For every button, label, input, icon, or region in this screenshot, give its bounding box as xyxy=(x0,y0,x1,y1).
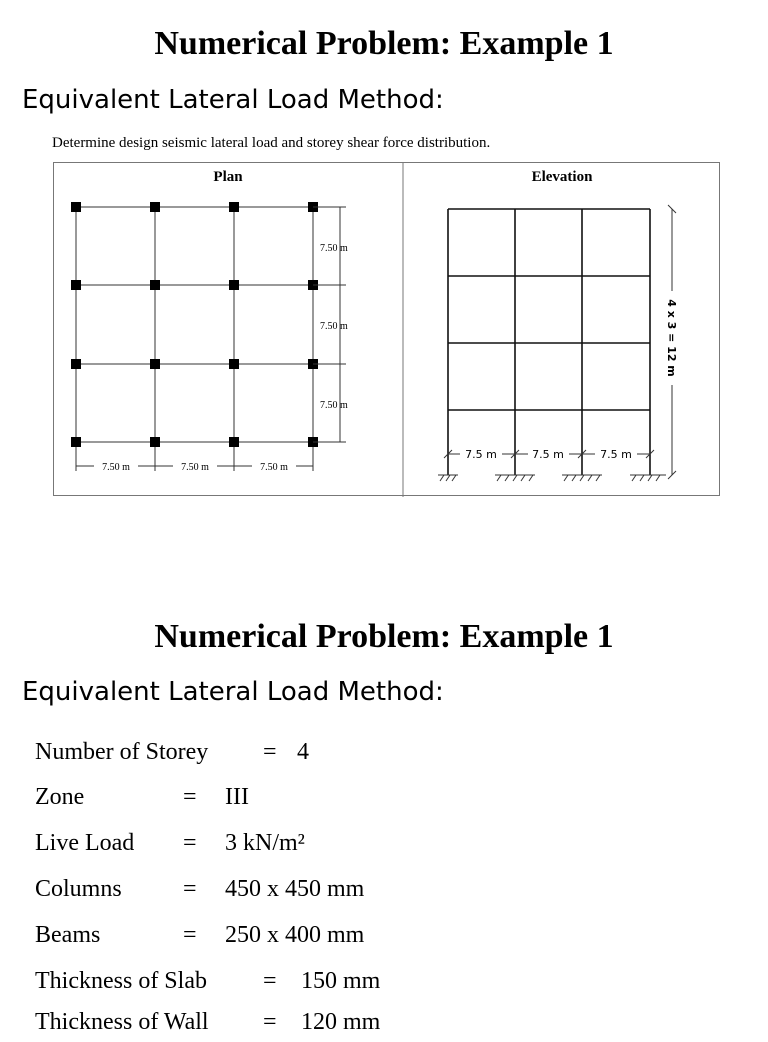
param-label: Zone xyxy=(35,784,85,810)
param-value: III xyxy=(225,784,249,810)
param-equals: = xyxy=(263,1009,277,1035)
plan-side-dim-2: 7.50 m xyxy=(320,321,348,332)
column-marker xyxy=(150,437,160,447)
slide-1-subtitle: Equivalent Lateral Load Method: xyxy=(22,85,444,115)
plan-columns xyxy=(71,202,318,447)
column-marker xyxy=(71,359,81,369)
elevation-heading: Elevation xyxy=(531,169,593,185)
elevation-bay-dim-1: 7.5 m xyxy=(465,448,497,461)
param-value: 3 kN/m² xyxy=(225,830,305,856)
slide-2-subtitle: Equivalent Lateral Load Method: xyxy=(22,677,444,707)
slide-1-title: Numerical Problem: Example 1 xyxy=(154,25,614,62)
param-equals: = xyxy=(263,968,277,994)
column-marker xyxy=(229,437,239,447)
param-equals: = xyxy=(183,784,197,810)
param-label: Thickness of Slab xyxy=(35,968,207,994)
plan-grid xyxy=(76,207,313,442)
param-equals: = xyxy=(183,876,197,902)
plan-side-dim-1: 7.50 m xyxy=(320,243,348,254)
column-marker xyxy=(150,280,160,290)
column-marker xyxy=(229,202,239,212)
elevation-frame xyxy=(448,209,650,475)
param-value: 150 mm xyxy=(301,968,381,994)
column-marker xyxy=(71,202,81,212)
plan-side-dim-3: 7.50 m xyxy=(320,400,348,411)
slide-2-title: Numerical Problem: Example 1 xyxy=(154,618,614,655)
column-marker xyxy=(229,359,239,369)
column-marker xyxy=(150,359,160,369)
elevation-bay-dim-2: 7.5 m xyxy=(532,448,564,461)
param-label: Number of Storey xyxy=(35,739,209,765)
plan-bottom-dim-1: 7.50 m xyxy=(102,462,130,473)
param-equals: = xyxy=(183,922,197,948)
column-marker xyxy=(229,280,239,290)
elevation-supports xyxy=(438,475,666,481)
column-marker xyxy=(150,202,160,212)
plan-bottom-dim-2: 7.50 m xyxy=(181,462,209,473)
plan-bottom-dim-3: 7.50 m xyxy=(260,462,288,473)
column-marker xyxy=(71,437,81,447)
param-value: 120 mm xyxy=(301,1009,381,1035)
column-marker xyxy=(71,280,81,290)
param-value: 450 x 450 mm xyxy=(225,876,365,902)
problem-statement: Determine design seismic lateral load and storey shear force distribution. xyxy=(52,135,491,151)
figure-drawing xyxy=(54,163,721,497)
param-equals: = xyxy=(183,830,197,856)
param-label: Live Load xyxy=(35,830,135,856)
param-label: Thickness of Wall xyxy=(35,1009,209,1035)
plan-heading: Plan xyxy=(213,169,243,185)
param-label: Beams xyxy=(35,922,101,948)
param-equals: = xyxy=(263,739,277,765)
elevation-bay-dim-3: 7.5 m xyxy=(600,448,632,461)
param-value: 250 x 400 mm xyxy=(225,922,365,948)
elevation-height-dim: 4 x 3 = 12 m xyxy=(665,299,678,377)
structure-figure xyxy=(53,162,720,496)
param-label: Columns xyxy=(35,876,122,902)
param-value: 4 xyxy=(297,739,309,765)
